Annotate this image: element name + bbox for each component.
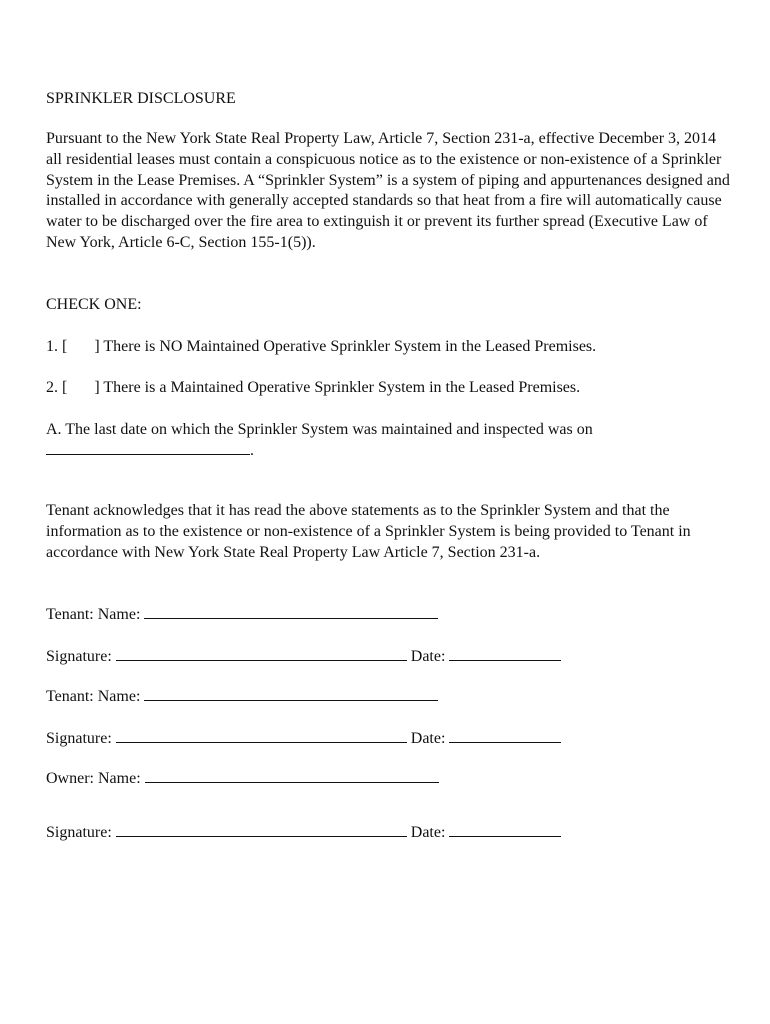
option-1: [46, 336, 596, 357]
owner-signature-field[interactable]: [116, 822, 407, 837]
tenant1-date-label: Date:: [410, 648, 446, 665]
acknowledgment-paragraph: Tenant acknowledges that it has read the above statements as to the Sprinkler System and that the information as to the existence or non-existence of a Sprinkler System is being provided to Tenant in accordance with New York State Real Property Law Article 7, Section 231-a.: [46, 502, 691, 561]
option-2-close: ]: [94, 379, 100, 396]
tenant1-name-row: [46, 604, 438, 625]
owner-name-row: [46, 768, 439, 789]
owner-signature-label: Signature:: [46, 824, 112, 841]
option-2: [46, 377, 580, 398]
tenant1-signature-row: [46, 646, 561, 667]
tenant1-signature-field[interactable]: [116, 646, 407, 661]
tenant2-name-label: Tenant: Name:: [46, 688, 141, 705]
tenant2-name-field[interactable]: [144, 686, 438, 701]
last-date-text: A. The last date on which the Sprinkler System was maintained and inspected was on: [46, 421, 593, 438]
document-title: SPRINKLER DISCLOSURE: [46, 90, 236, 107]
tenant2-name-row: [46, 686, 438, 707]
check-one-label: CHECK ONE:: [46, 296, 142, 313]
tenant2-signature-row: [46, 728, 561, 749]
tenant1-signature-label: Signature:: [46, 648, 112, 665]
owner-date-field[interactable]: [449, 822, 561, 837]
option-1-close: ]: [94, 338, 100, 355]
owner-name-label: Owner: Name:: [46, 770, 141, 787]
owner-date-label: Date:: [410, 824, 446, 841]
tenant2-signature-label: Signature:: [46, 730, 112, 747]
tenant1-name-label: Tenant: Name:: [46, 606, 141, 623]
last-date-field[interactable]: [46, 440, 250, 455]
option-1-number: 1. [: [46, 338, 68, 355]
owner-signature-row: [46, 822, 561, 843]
option-1-text: There is NO Maintained Operative Sprinkler System in the Leased Premises.: [103, 338, 597, 355]
last-date-field-row: [46, 440, 254, 461]
option-2-number: 2. [: [46, 379, 68, 396]
tenant1-name-field[interactable]: [144, 604, 438, 619]
option-2-text: There is a Maintained Operative Sprinkler System in the Leased Premises.: [103, 379, 581, 396]
tenant2-date-field[interactable]: [449, 728, 561, 743]
tenant1-date-field[interactable]: [449, 646, 561, 661]
last-date-period: .: [250, 442, 254, 459]
tenant2-date-label: Date:: [410, 730, 446, 747]
intro-paragraph: Pursuant to the New York State Real Property Law, Article 7, Section 231-a, effective December 3, 2014 all residential leases must contain a conspicuous notice as to the existence or non-existence of a Sprinkler System in the Lease Premises. A “Sprinkler System” is a system of piping and appurtenances designed and installed in accordance with generally accepted standards so that heat from a fire will automatically cause water to be discharged over the fire area to extinguish it or prevent its further spread (Executive Law of New York, Article 6-C, Section 155-1(5)).: [46, 130, 730, 251]
tenant2-signature-field[interactable]: [116, 728, 407, 743]
owner-name-field[interactable]: [145, 768, 439, 783]
